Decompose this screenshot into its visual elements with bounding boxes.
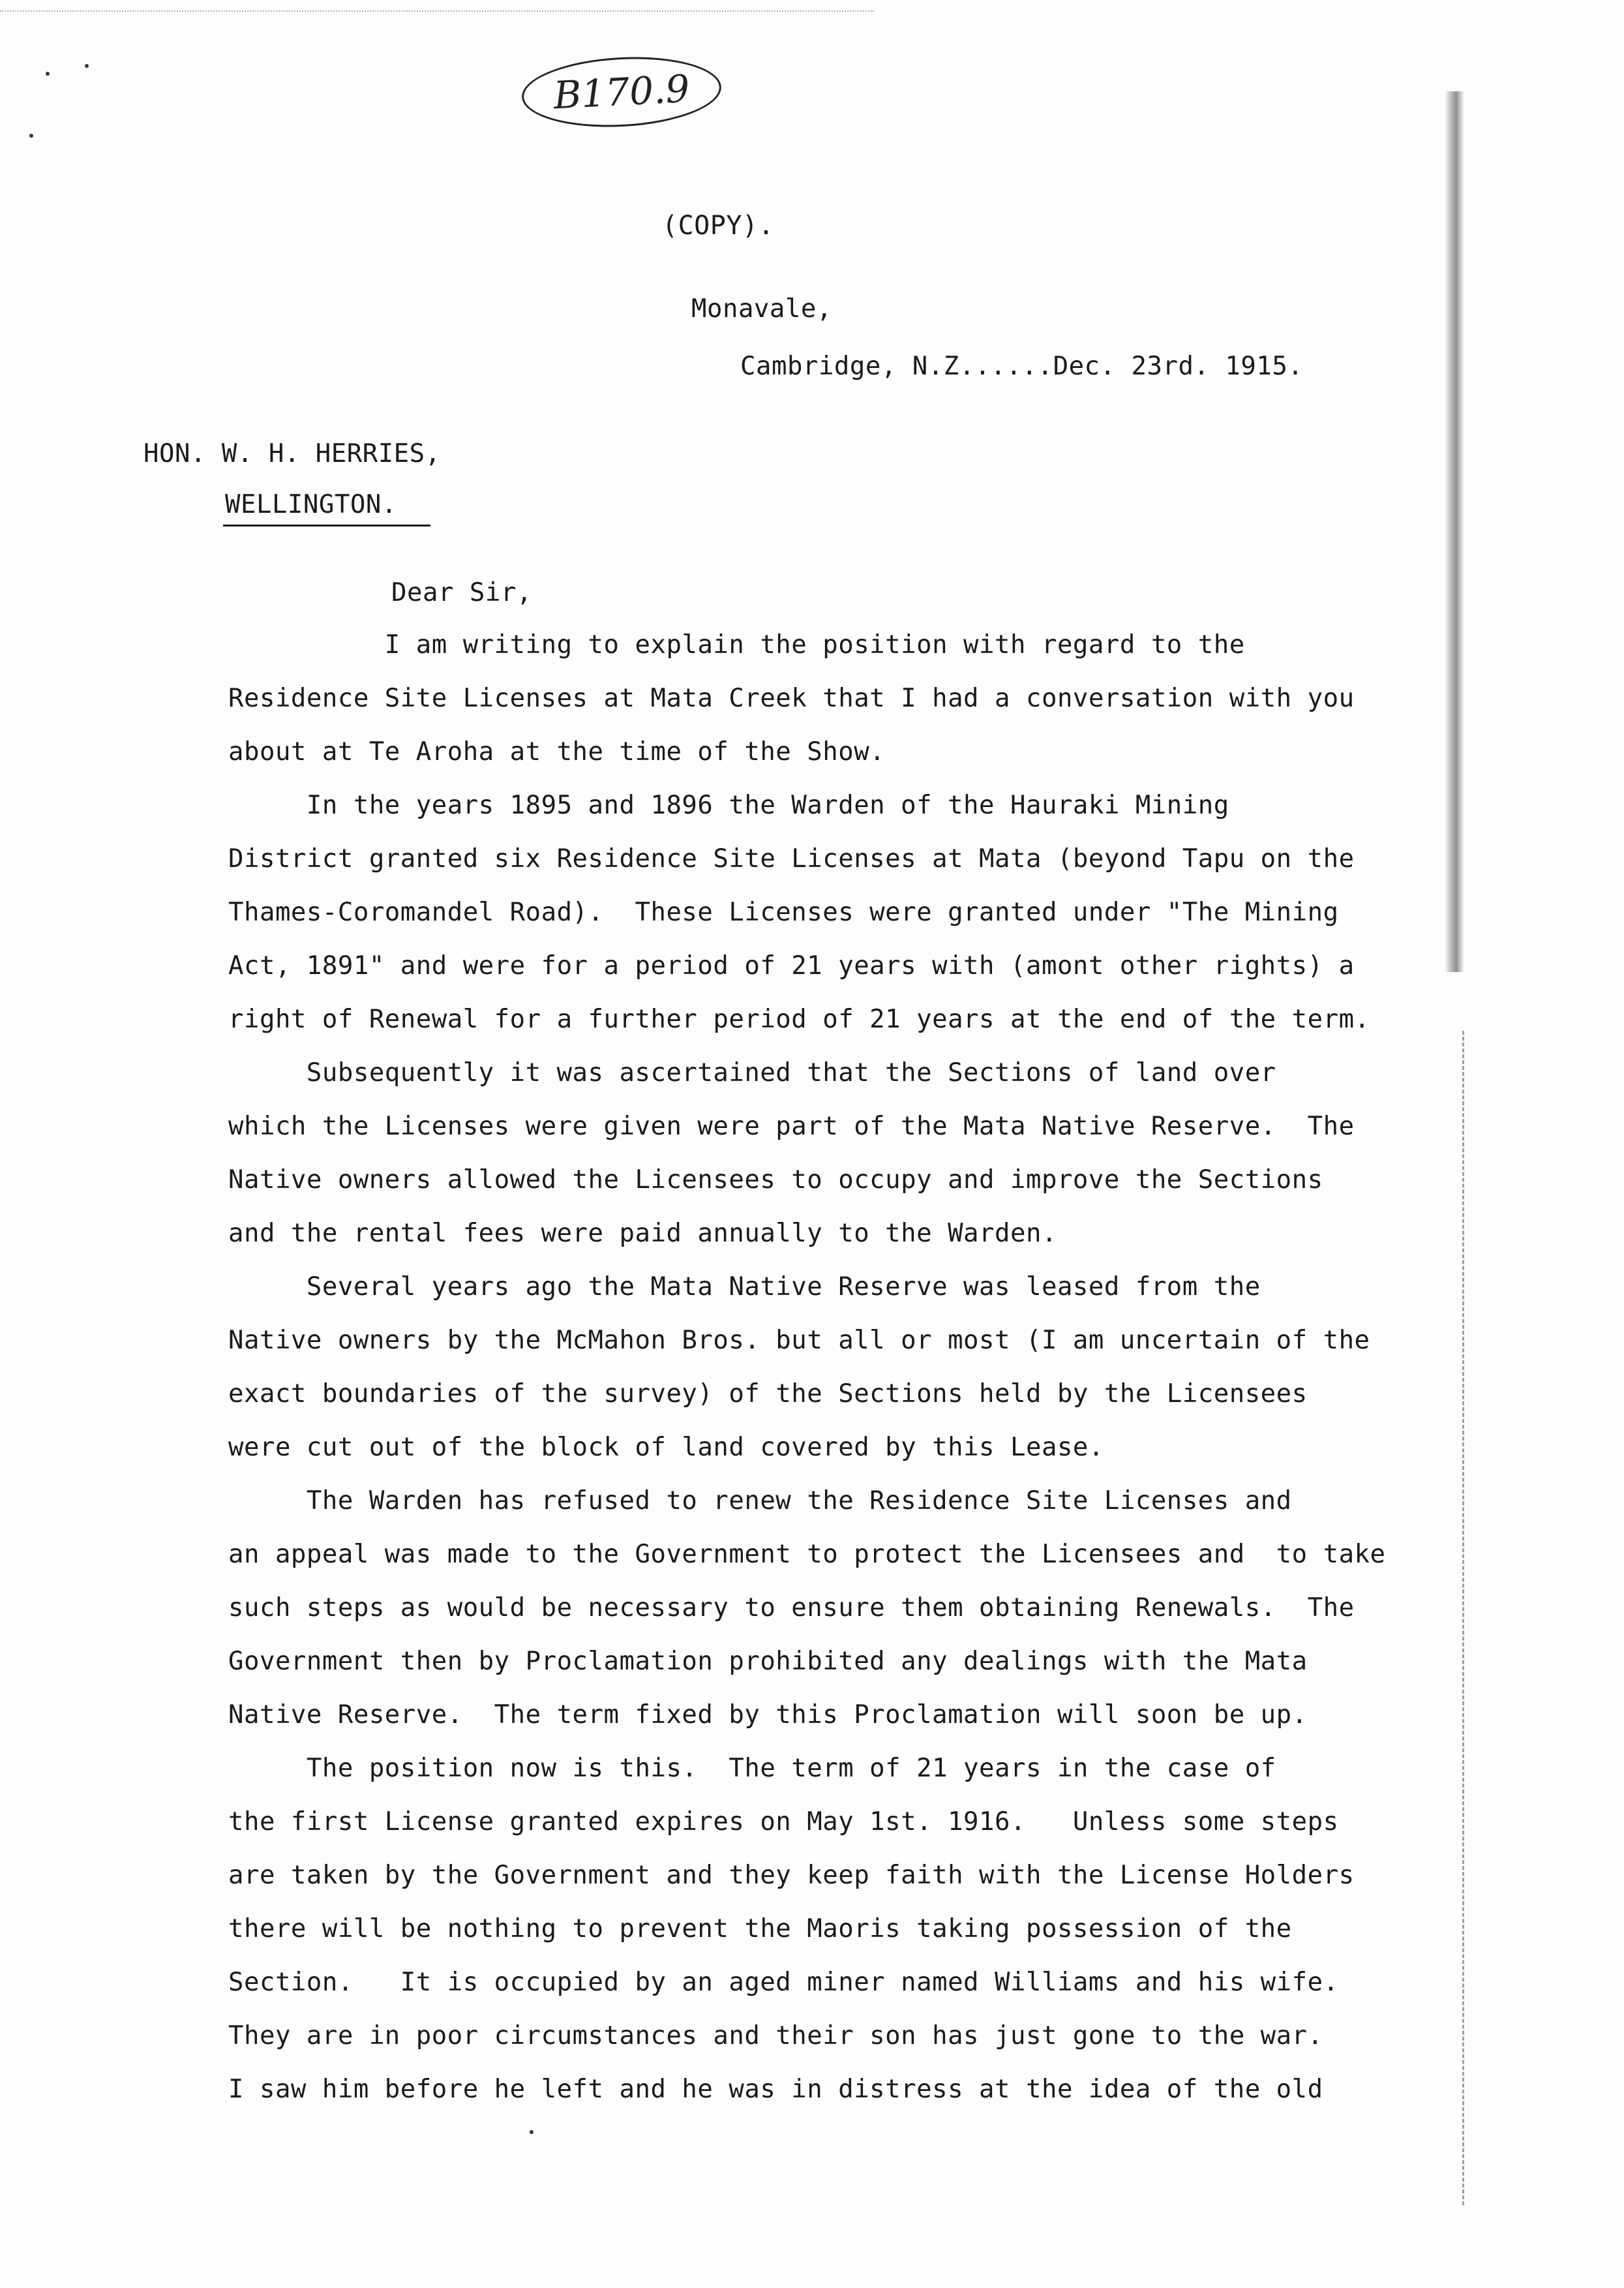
body-line: there will be nothing to prevent the Maoris taking possession of the xyxy=(228,1914,1292,1944)
body-line: Subsequently it was ascertained that the Sections of land over xyxy=(228,1058,1276,1088)
body-line: were cut out of the block of land covered by this Lease. xyxy=(228,1433,1104,1462)
body-line: Native owners by the McMahon Bros. but all or most (I am uncertain of the xyxy=(228,1326,1370,1355)
recipient-city: WELLINGTON. xyxy=(225,490,397,519)
scan-speck xyxy=(29,134,33,138)
body-line: the first License granted expires on May 1st. 1916. Unless some steps xyxy=(228,1807,1339,1837)
body-line: Native owners allowed the Licensees to occupy and improve the Sections xyxy=(228,1165,1323,1195)
body-line: Government then by Proclamation prohibited any dealings with the Mata xyxy=(228,1647,1308,1676)
body-line: The position now is this. The term of 21 years in the case of xyxy=(228,1754,1276,1783)
scan-speck xyxy=(85,64,89,68)
scan-right-edge-shadow xyxy=(1445,91,1464,972)
body-line: I saw him before he left and he was in distress at the idea of the old xyxy=(228,2075,1323,2104)
body-line: such steps as would be necessary to ensure them obtaining Renewals. The xyxy=(228,1593,1355,1623)
body-line: are taken by the Government and they keep faith with the License Holders xyxy=(228,1861,1355,1890)
sender-address-line-1: Monavale, xyxy=(691,294,832,324)
body-line: Act, 1891" and were for a period of 21 years with (amont other rights) a xyxy=(228,951,1355,981)
recipient-city-underline xyxy=(223,525,430,526)
body-line: Residence Site Licenses at Mata Creek that I had a conversation with you xyxy=(228,684,1355,713)
body-line: an appeal was made to the Government to protect the Licensees and to take xyxy=(228,1540,1386,1569)
body-line: right of Renewal for a further period of 21 years at the end of the term. xyxy=(228,1005,1370,1034)
body-line: Several years ago the Mata Native Reserve was leased from the xyxy=(228,1272,1261,1302)
copy-heading: (COPY). xyxy=(662,211,775,241)
scan-top-edge xyxy=(0,10,874,12)
body-line: Thames-Coromandel Road). These Licenses were granted under "The Mining xyxy=(228,898,1339,927)
body-line: The Warden has refused to renew the Residence Site Licenses and xyxy=(228,1486,1292,1516)
body-line: and the rental fees were paid annually to the Warden. xyxy=(228,1219,1057,1248)
sender-address-date-line: Cambridge, N.Z......Dec. 23rd. 1915. xyxy=(740,352,1304,381)
body-line: which the Licenses were given were part of the Mata Native Reserve. The xyxy=(228,1112,1355,1141)
body-line: District granted six Residence Site Licenses at Mata (beyond Tapu on the xyxy=(228,844,1355,874)
recipient-name: HON. W. H. HERRIES, xyxy=(143,439,441,468)
body-line: about at Te Aroha at the time of the Show. xyxy=(228,737,886,767)
body-line: In the years 1895 and 1896 the Warden of the Hauraki Mining xyxy=(228,791,1229,820)
archive-reference-mark: B170.9 xyxy=(520,52,723,132)
body-line: I am writing to explain the position with regard to the xyxy=(228,630,1245,660)
scan-speck xyxy=(530,2130,534,2134)
body-line: exact boundaries of the survey) of the Sections held by the Licensees xyxy=(228,1379,1308,1409)
scan-speck xyxy=(46,72,50,76)
body-line: They are in poor circumstances and their son has just gone to the war. xyxy=(228,2021,1323,2051)
scan-right-edge-lower xyxy=(1462,1031,1467,2205)
body-line: Native Reserve. The term fixed by this Proclamation will soon be up. xyxy=(228,1700,1308,1730)
salutation: Dear Sir, xyxy=(391,578,532,607)
body-line: Section. It is occupied by an aged miner named Williams and his wife. xyxy=(228,1968,1339,1997)
